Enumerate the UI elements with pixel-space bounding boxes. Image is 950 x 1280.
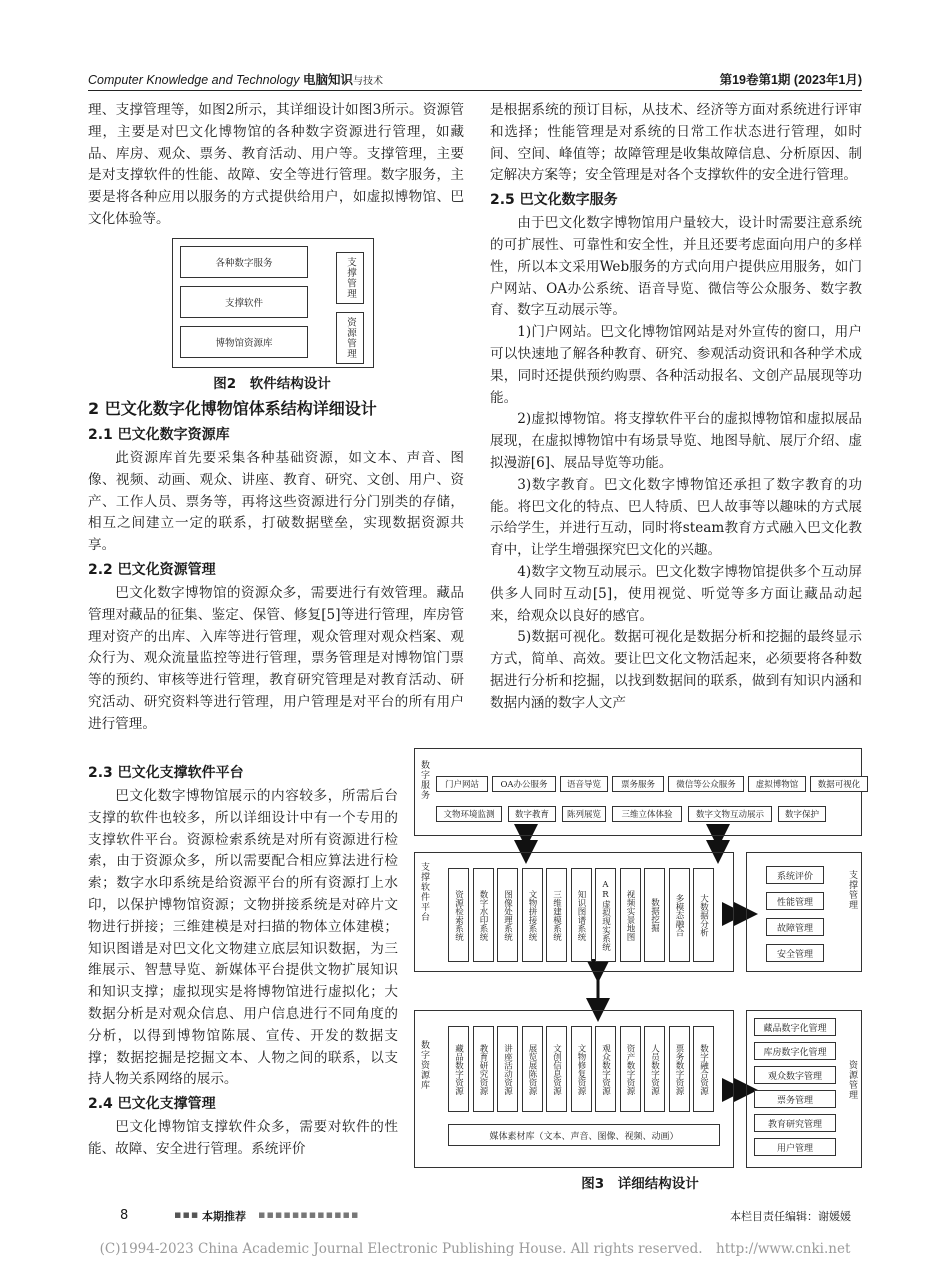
para-intro: 理、支撑管理等，如图2所示，其详细设计如图3所示。资源管理，主要是对巴文化博物馆的各种数字资源进行管理，如藏品、库房、观众、票务、教育活动、用户等。支撑管理，主要是对支撑软件的性能、故障、安全等进行管理。数字服务，主要是将各种应用以服务的方式提供给用户，如虚拟博物馆、巴文化体验等。 <box>88 102 464 227</box>
fig2-box-services: 各种数字服务 <box>180 246 308 278</box>
fig2-side-support: 支撑管理 <box>336 252 364 304</box>
repo-item: 讲座活动资源 <box>497 1026 518 1112</box>
service-item: 三维立体体验 <box>612 806 682 822</box>
platform-item: 多模态融合 <box>669 868 690 962</box>
platform-item: 数据挖掘 <box>644 868 665 962</box>
repo-item: 文物修复资源 <box>571 1026 592 1112</box>
resmgmt-item: 藏品数字化管理 <box>754 1018 836 1036</box>
section-2-4-heading: 2.4 巴文化支撑管理 <box>88 1096 216 1113</box>
platform-item: AR虚拟现实系统 <box>595 868 616 962</box>
para-2-4: 巴文化博物馆支撑软件众多，需要对软件的性能、故障、安全进行管理。系统评价 <box>88 1119 398 1157</box>
fig3-resmgmt-label: 资源管理 <box>847 1060 857 1100</box>
platform-item: 图像处理系统 <box>497 868 518 962</box>
resmgmt-item: 观众数字管理 <box>754 1066 836 1084</box>
service-item: 门户网站 <box>436 776 488 792</box>
fig2-box-software: 支撑软件 <box>180 286 308 318</box>
copyright: (C)1994-2023 China Academic Journal Electronic Publishing House. All rights reserved. http://www.cnki.net <box>99 1241 851 1257</box>
platform-item: 资源检索系统 <box>448 868 469 962</box>
footer-recommend: 本期推荐 <box>202 1210 246 1223</box>
service-item: 数据可视化 <box>810 776 868 792</box>
platform-item: 文物拼接系统 <box>522 868 543 962</box>
issue-info: 第19卷第1期 (2023年1月) <box>719 73 862 87</box>
journal-title: Computer Knowledge and Technology 电脑知识与技术 <box>88 73 383 87</box>
support-item: 系统评价 <box>766 866 824 884</box>
section-2-3-heading: 2.3 巴文化支撑软件平台 <box>88 765 244 781</box>
footer-dots-left: ▪▪▪ <box>174 1208 200 1221</box>
service-item: 陈列展览 <box>562 806 606 822</box>
support-item: 故障管理 <box>766 918 824 936</box>
support-item: 性能管理 <box>766 892 824 910</box>
repo-item: 数字融合资源 <box>693 1026 714 1112</box>
platform-item: 视频实景地图 <box>620 868 641 962</box>
section-2-heading: 2 巴文化数字化博物馆体系结构详细设计 <box>88 399 377 418</box>
fig3-caption: 图3 详细结构设计 <box>581 1176 699 1192</box>
service-item: 文物环境监测 <box>436 806 502 822</box>
para-2-1: 此资源库首先要采集各种基础资源，如文本、声音、图像、视频、动画、观众、讲座、教育、研究、文创、用户、资产、工作人员、票务等，再将这些资源进行分门别类的存储，相互之间建立一定的联系，打破数据壁垒，实现数据资源共享。 <box>88 450 464 554</box>
service-item: 票务服务 <box>612 776 664 792</box>
repo-item: 资产数字资源 <box>620 1026 641 1112</box>
platform-item: 大数据分析 <box>693 868 714 962</box>
fig3-repo-label: 数字资源库 <box>419 1040 429 1090</box>
para-item-4: 4)数字文物互动展示。巴文化数字博物馆提供多个互动屏供多人同时互动[5]，使用视觉、听觉等多方面让藏品动起来，给观众以良好的感官。 <box>490 563 862 624</box>
fig2-side-resource: 资源管理 <box>336 312 364 364</box>
platform-item: 三维建模系统 <box>546 868 567 962</box>
service-item: OA办公服务 <box>492 776 556 792</box>
service-item: 虚拟博物馆 <box>748 776 806 792</box>
para-item-2: 2)虚拟博物馆。将支撑软件平台的虚拟博物馆和虚拟展品展现，在虚拟博物馆中有场景导览、地图导航、展厅介绍、虚拟漫游[6]、展品导览等功能。 <box>490 411 862 471</box>
service-item: 微信等公众服务 <box>668 776 744 792</box>
repo-item: 展览展陈资源 <box>522 1026 543 1112</box>
repo-item: 观众数字资源 <box>595 1026 616 1112</box>
section-2-2-heading: 2.2 巴文化资源管理 <box>88 561 216 578</box>
service-item: 数字教育 <box>508 806 556 822</box>
para-2-5: 由于巴文化数字博物馆用户量较大，设计时需要注意系统的可扩展性、可靠性和安全性，并且还要考虑面向用户的多样性，所以本文采用Web服务的方式向用户提供应用服务，如门户网站、OA办公系统、语音导览、微信等公众服务、数字教育、数字互动展示等。 <box>490 215 862 319</box>
fig2-box-repository: 博物馆资源库 <box>180 326 308 358</box>
section-2-5-heading: 2.5 巴文化数字服务 <box>490 192 618 209</box>
resmgmt-item: 教育研究管理 <box>754 1114 836 1132</box>
platform-item: 知识图谱系统 <box>571 868 592 962</box>
support-item: 安全管理 <box>766 944 824 962</box>
fig3-services-label: 数字服务 <box>419 760 429 800</box>
footer-dots-right: ▪▪▪▪▪▪▪▪▪▪▪▪ <box>258 1208 360 1221</box>
resmgmt-item: 库房数字化管理 <box>754 1042 836 1060</box>
fig3-platform-label: 支撑软件平台 <box>419 862 429 922</box>
resmgmt-item: 票务管理 <box>754 1090 836 1108</box>
section-2-1-heading: 2.1 巴文化数字资源库 <box>88 427 230 443</box>
fig3-services-block <box>414 748 862 836</box>
page-number: 8 <box>120 1208 129 1223</box>
repo-item: 文创信息资源 <box>546 1026 567 1112</box>
para-right-intro: 是根据系统的预订目标，从技术、经济等方面对系统进行评审和选择；性能管理是对系统的日常工作状态进行管理，如时间、空间、峰值等；故障管理是收集故障信息、分析原因、制定解决方案等；安全管理是对各个支撑软件的安全进行管理。 <box>490 102 862 184</box>
para-item-1: 1)门户网站。巴文化博物馆网站是对外宣传的窗口，用户可以快速地了解各种教育、研究、参观活动资讯和各种学术成果，同时还提供预约购票、各种活动报名、文创产品展现等功能。 <box>490 324 862 406</box>
service-item: 语音导览 <box>560 776 608 792</box>
para-2-3: 巴文化数字博物馆展示的内容较多，所需后台支撑的软件也较多，所以详细设计中有一个专用的支撑软件平台。资源检索系统是对所有资源进行检索，由于资源众多，所以需要配合相应算法进行检索；数字水印系统是给资源平台的所有资源打上水印，以保护博物馆资源；文物拼接系统是对碎片文物进行拼接；三维建模是对扫描的物体立体建模；知识图谱是对巴文化文物建立底层知识数据，为三维展示、智慧导览、新媒体平台提供文物扩展知识和知识支撑；虚拟现实是将博物馆进行虚拟化；大数据分析是对观众信息、用户信息进行不同角度的分析，以得到博物馆陈展、宣传、开发的数据支撑；数据挖掘是挖掘文本、人物之间的联系，以支持人物关系网络的展示。 <box>88 788 398 1088</box>
fig2-caption: 图2 软件结构设计 <box>213 376 331 392</box>
fig3-media-library: 媒体素材库（文本、声音、图像、视频、动画） <box>448 1124 720 1146</box>
service-item: 数字保护 <box>778 806 826 822</box>
para-item-5: 5)数据可视化。数据可视化是数据分析和挖掘的最终显示方式，简单、高效。要让巴文化文物活起来，必须要将各种数据进行分析和挖掘，以找到数据间的联系，做到有知识内涵和数据内涵的数字人文产 <box>490 629 862 711</box>
fig3-support-label: 支撑管理 <box>847 870 857 910</box>
repo-item: 票务数字资源 <box>669 1026 690 1112</box>
footer-editor: 本栏目责任编辑：谢媛媛 <box>730 1210 851 1223</box>
repo-item: 人员数字资源 <box>644 1026 665 1112</box>
repo-item: 教育研究资源 <box>473 1026 494 1112</box>
resmgmt-item: 用户管理 <box>754 1138 836 1156</box>
repo-item: 藏品数字资源 <box>448 1026 469 1112</box>
para-item-3: 3)数字教育。巴文化数字博物馆还承担了数字教育的功能。将巴文化的特点、巴人特质、巴人故事等以趣味的方式展示给学生，并进行互动，同时将steam教育方式融入巴文化教育中，让学生增强探究巴文化的兴趣。 <box>490 476 862 559</box>
platform-item: 数字水印系统 <box>473 868 494 962</box>
service-item: 数字文物互动展示 <box>688 806 772 822</box>
para-2-2: 巴文化数字博物馆的资源众多，需要进行有效管理。藏品管理对藏品的征集、鉴定、保管、修复[5]等进行管理，库房管理对资产的出库、入库等进行管理，观众管理对观众档案、观众行为、观众流量监控等进行管理，票务管理是对博物馆门票等的预约、审核等进行管理，教育研究管理是对教育活动、研究活动、研究资料等进行管理，用户管理是对平台的所有用户进行管理。 <box>88 584 464 732</box>
